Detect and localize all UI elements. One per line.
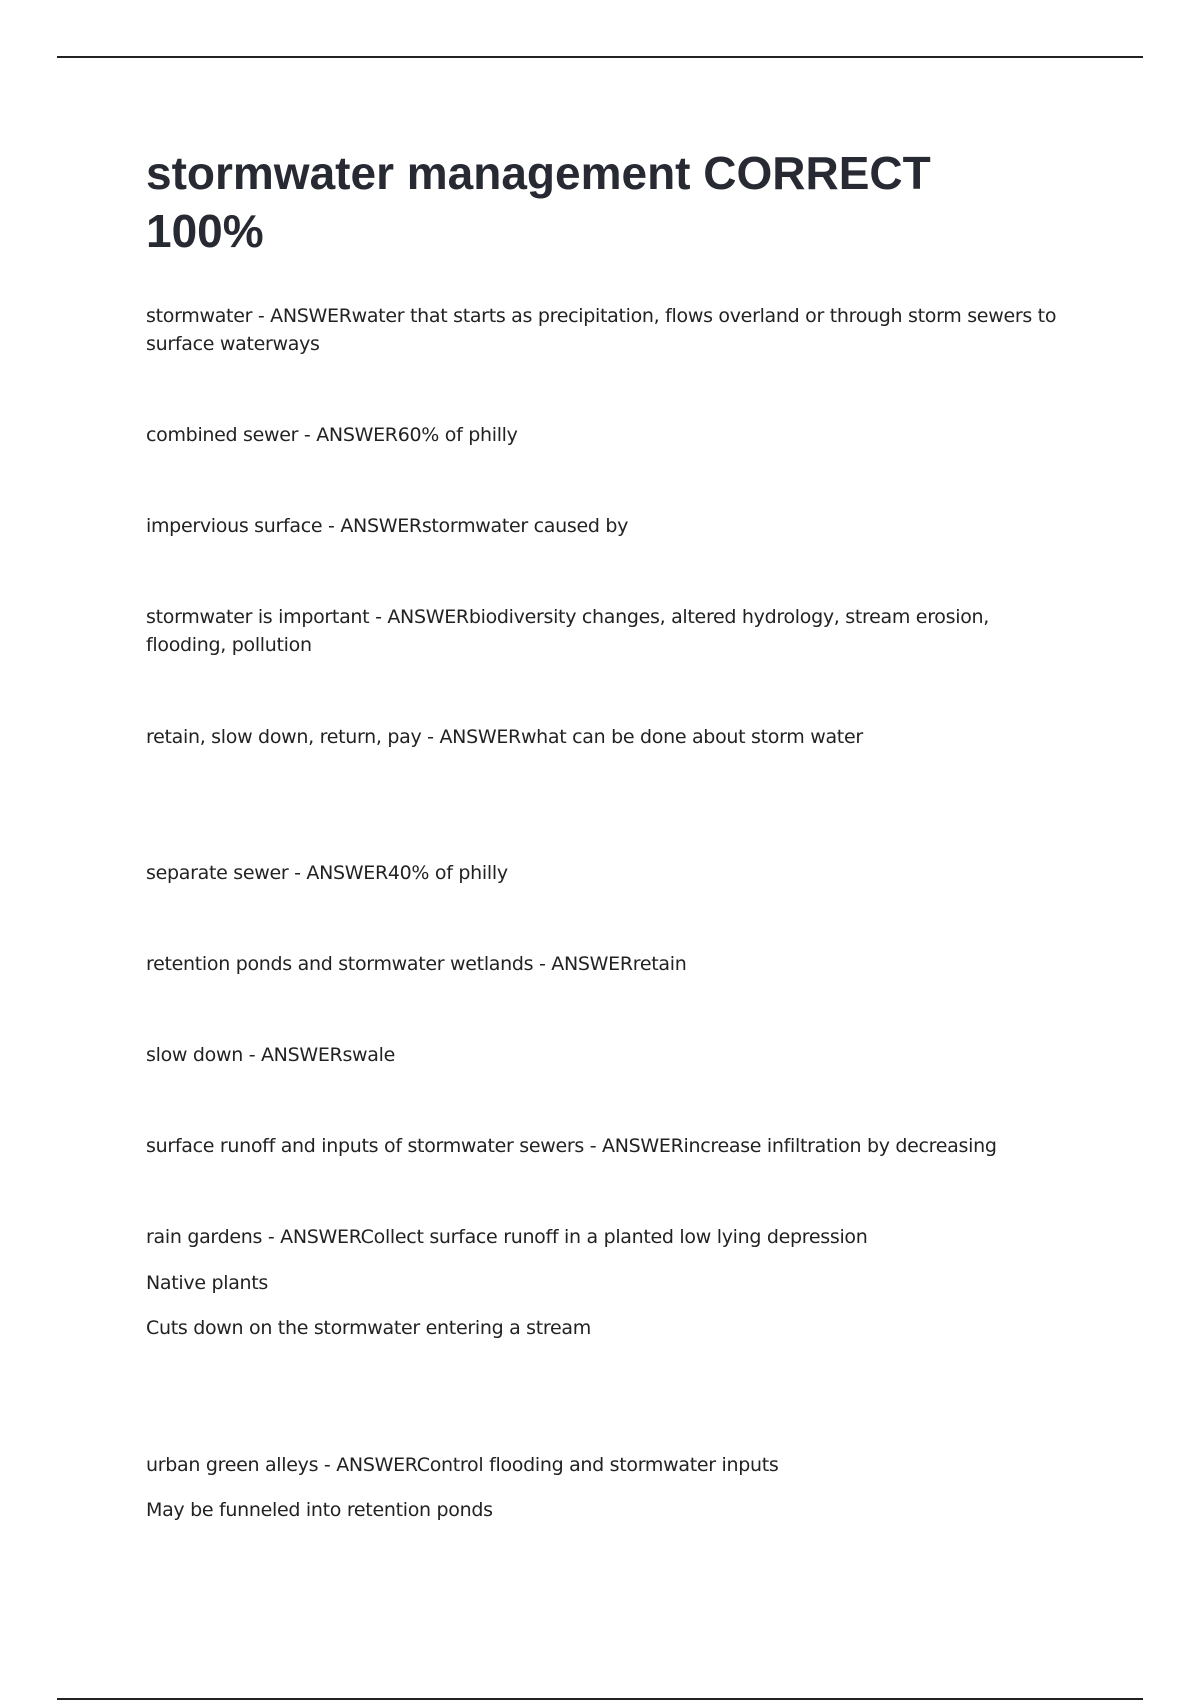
qa-term: rain gardens: [146, 1226, 263, 1248]
qa-term: retain, slow down, return, pay: [146, 726, 422, 748]
qa-answer: 60% of philly: [397, 424, 518, 446]
qa-term: separate sewer: [146, 862, 289, 884]
qa-separator: - ANSWER: [533, 953, 633, 975]
qa-extra-line: May be funneled into retention ponds: [146, 1499, 493, 1521]
qa-separator: - ANSWER: [421, 726, 521, 748]
qa-separator: - ANSWER: [242, 1044, 343, 1066]
qa-separator: - ANSWER: [262, 1226, 361, 1248]
qa-entry: [146, 512, 1066, 540]
qa-separator: - ANSWER: [252, 305, 352, 327]
document-title: stormwater management CORRECT 100%: [146, 147, 931, 257]
qa-answer: water that starts as precipitation, flows overland or through storm sewers to surface waterways: [146, 305, 1057, 355]
header-rule: [57, 56, 1143, 58]
qa-answer: stormwater caused by: [421, 515, 629, 537]
qa-term: retention ponds and stormwater wetlands: [146, 953, 534, 975]
qa-entry: [146, 859, 1066, 887]
qa-answer: biodiversity changes, altered hydrology, stream erosion, flooding, pollution: [146, 606, 990, 656]
qa-term: slow down: [146, 1044, 243, 1066]
qa-separator: - ANSWER: [584, 1135, 684, 1157]
qa-extra-line: Cuts down on the stormwater entering a stream: [146, 1317, 591, 1339]
qa-entry: [146, 1223, 1066, 1251]
qa-entry: [146, 723, 1066, 751]
qa-term: stormwater: [146, 305, 253, 327]
qa-entry: [146, 1451, 1066, 1479]
qa-separator: - ANSWER: [298, 424, 398, 446]
qa-entry: [146, 1132, 1066, 1160]
qa-entry: [146, 302, 1066, 358]
qa-entry: [146, 421, 1066, 449]
qa-answer: retain: [632, 953, 687, 975]
qa-answer: 40% of philly: [387, 862, 508, 884]
qa-answer: Control flooding and stormwater inputs: [416, 1454, 779, 1476]
qa-separator: - ANSWER: [318, 1454, 417, 1476]
qa-term: impervious surface: [146, 515, 323, 537]
qa-entry: [146, 950, 1066, 978]
qa-term: combined sewer: [146, 424, 299, 446]
qa-term: urban green alleys: [146, 1454, 319, 1476]
qa-term: surface runoff and inputs of stormwater sewers: [146, 1135, 585, 1157]
qa-entry: [146, 603, 1066, 659]
qa-separator: - ANSWER: [288, 862, 388, 884]
qa-answer: swale: [342, 1044, 396, 1066]
qa-separator: - ANSWER: [322, 515, 422, 537]
qa-answer: what can be done about storm water: [520, 726, 863, 748]
qa-answer: Collect surface runoff in a planted low lying depression: [360, 1226, 868, 1248]
qa-answer: increase infiltration by decreasing: [683, 1135, 997, 1157]
qa-term: stormwater is important: [146, 606, 370, 628]
qa-entry: [146, 1041, 1066, 1069]
qa-extra-line: Native plants: [146, 1272, 269, 1294]
qa-separator: - ANSWER: [369, 606, 469, 628]
